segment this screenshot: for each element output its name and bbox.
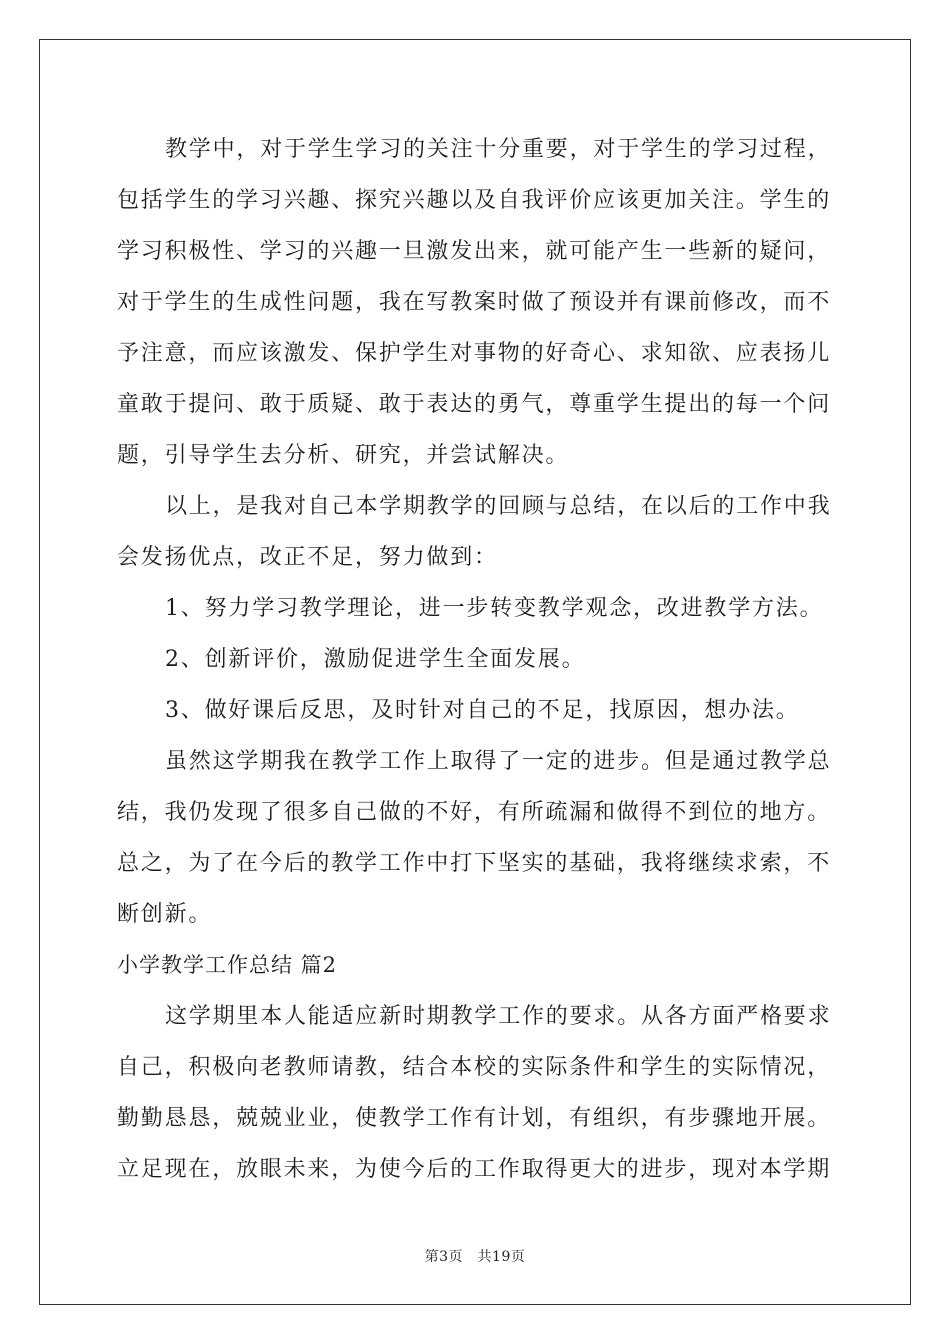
text-line: 教学中，对于学生学习的关注十分重要，对于学生的学习过程， <box>165 137 832 162</box>
text-line: 断创新。 <box>117 902 213 927</box>
text-line: 学习积极性、学习的兴趣一旦激发出来，就可能产生一些新的疑问， <box>117 239 832 264</box>
text-line: 自己，积极向老教师请教，结合本校的实际条件和学生的实际情况， <box>117 1055 832 1080</box>
text-line: 包括学生的学习兴趣、探究兴趣以及自我评价应该更加关注。学生的 <box>117 188 832 213</box>
text-line: 这学期里本人能适应新时期教学工作的要求。从各方面严格要求 <box>165 1004 832 1029</box>
text-line: 予注意，而应该激发、保护学生对事物的好奇心、求知欲、应表扬儿 <box>117 341 832 366</box>
text-line: 虽然这学期我在教学工作上取得了一定的进步。但是通过教学总 <box>165 749 832 774</box>
text-line: 题，引导学生去分析、研究，并尝试解决。 <box>117 443 570 468</box>
section-heading: 小学教学工作总结 篇2 <box>117 953 338 977</box>
text-line: 立足现在，放眼未来，为使今后的工作取得更大的进步，现对本学期 <box>117 1157 832 1182</box>
document-body <box>117 124 837 1195</box>
text-line: 总之，为了在今后的教学工作中打下坚实的基础，我将继续求索，不 <box>117 851 832 876</box>
text-line: 对于学生的生成性问题，我在写教案时做了预设并有课前修改，而不 <box>117 290 832 315</box>
text-line: 1、努力学习教学理论，进一步转变教学观念，改进教学方法。 <box>165 596 824 621</box>
text-line: 结，我仍发现了很多自己做的不好，有所疏漏和做得不到位的地方。 <box>117 800 832 825</box>
text-line: 会发扬优点，改正不足，努力做到： <box>117 545 498 570</box>
text-line: 勤勤恳恳，兢兢业业，使教学工作有计划，有组织，有步骤地开展。 <box>117 1106 832 1131</box>
text-line: 以上，是我对自己本学期教学的回顾与总结，在以后的工作中我 <box>165 494 832 519</box>
text-line: 3、做好课后反思，及时针对自己的不足，找原因，想办法。 <box>165 698 800 723</box>
text-line: 2、创新评价，激励促进学生全面发展。 <box>165 647 586 672</box>
text-line: 童敢于提问、敢于质疑、敢于表达的勇气，尊重学生提出的每一个问 <box>117 392 832 417</box>
page-footer: 第3页 共19页 <box>424 1249 526 1265</box>
